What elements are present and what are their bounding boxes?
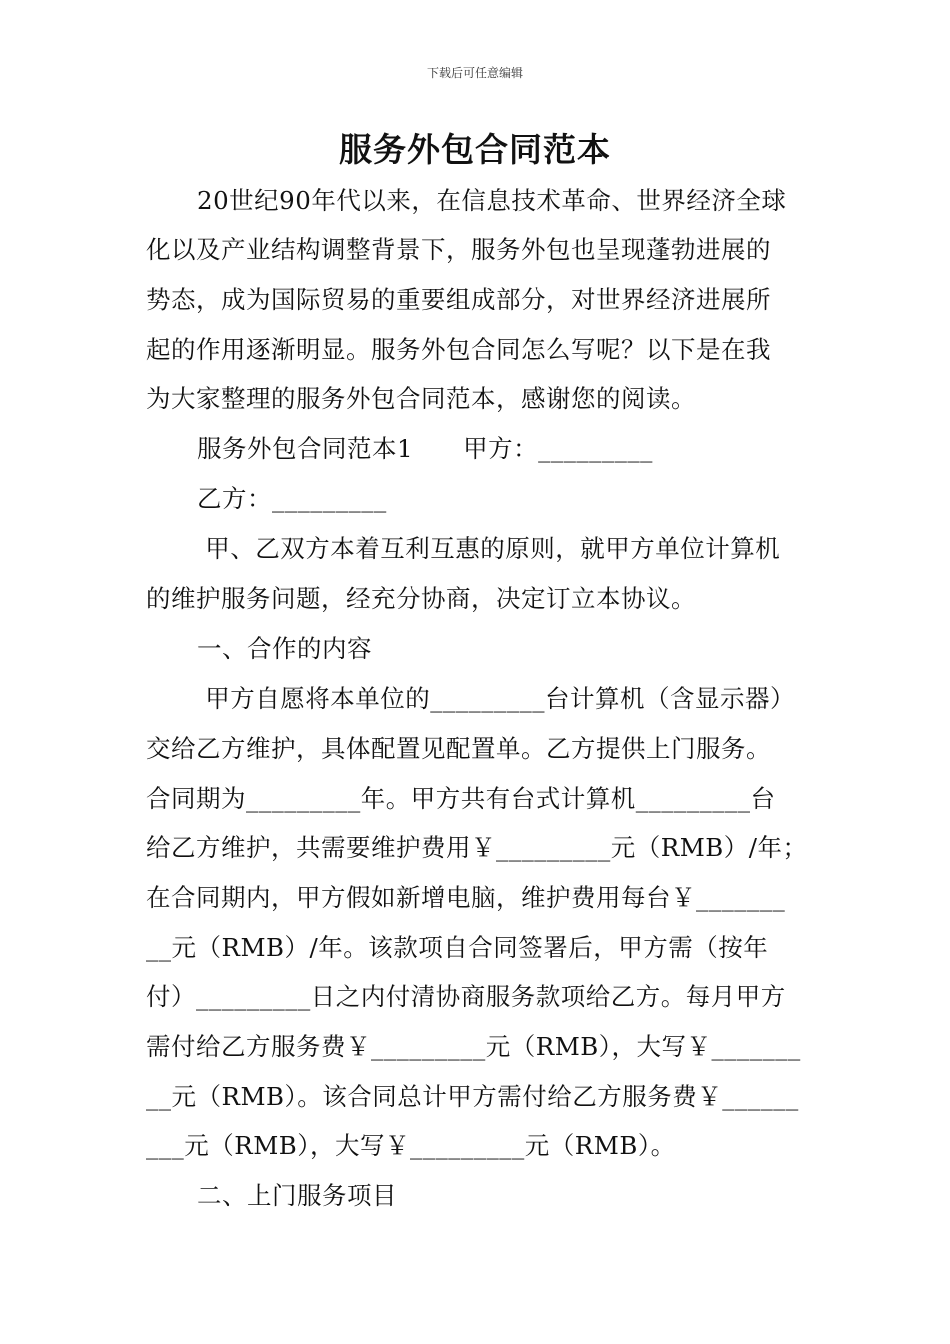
paragraph-line: 在合同期内，甲方假如新增电脑，维护费用每台￥_______	[146, 883, 786, 912]
paragraph-line: __元（RMB）/年。该款项自合同签署后，甲方需（按年	[146, 933, 769, 962]
paragraph-line: ___元（RMB），大写￥_________元（RMB）。	[146, 1131, 676, 1160]
paragraph-line: 合同期为_________年。甲方共有台式计算机_________台	[146, 784, 776, 813]
paragraph-line: 20世纪90年代以来，在信息技术革命、世界经济全球	[197, 186, 787, 215]
section-heading: 二、上门服务项目	[197, 1181, 397, 1210]
paragraph-line: 交给乙方维护，具体配置见配置单。乙方提供上门服务。	[146, 734, 771, 763]
paragraph-line: 甲方自愿将本单位的_________台计算机（含显示器）	[197, 684, 796, 713]
paragraph-line: 付）_________日之内付清协商服务款项给乙方。每月甲方	[146, 982, 786, 1011]
paragraph-line: 甲、乙双方本着互利互惠的原则，就甲方单位计算机	[197, 534, 781, 563]
header-note: 下载后可任意编辑	[426, 66, 523, 80]
paragraph-line: 势态，成为国际贸易的重要组成部分，对世界经济进展所	[146, 285, 771, 314]
paragraph-line: 化以及产业结构调整背景下，服务外包也呈现蓬勃进展的	[146, 235, 771, 264]
paragraph-line: 给乙方维护，共需要维护费用￥_________元（RMB）/年；	[146, 833, 808, 862]
party-b-line: 乙方：_________	[197, 484, 387, 513]
party-a-line: 服务外包合同范本1 甲方：_________	[197, 434, 653, 463]
paragraph-line: 的维护服务问题，经充分协商，决定订立本协议。	[146, 584, 696, 613]
paragraph-line: 为大家整理的服务外包合同范本，感谢您的阅读。	[146, 384, 696, 413]
section-heading: 一、合作的内容	[197, 634, 372, 663]
paragraph-line: 需付给乙方服务费￥_________元（RMB），大写￥_______	[146, 1032, 801, 1061]
document-title: 服务外包合同范本	[339, 130, 611, 169]
paragraph-line: 起的作用逐渐明显。服务外包合同怎么写呢？以下是在我	[146, 335, 771, 364]
paragraph-line: __元（RMB）。该合同总计甲方需付给乙方服务费￥______	[146, 1082, 799, 1111]
